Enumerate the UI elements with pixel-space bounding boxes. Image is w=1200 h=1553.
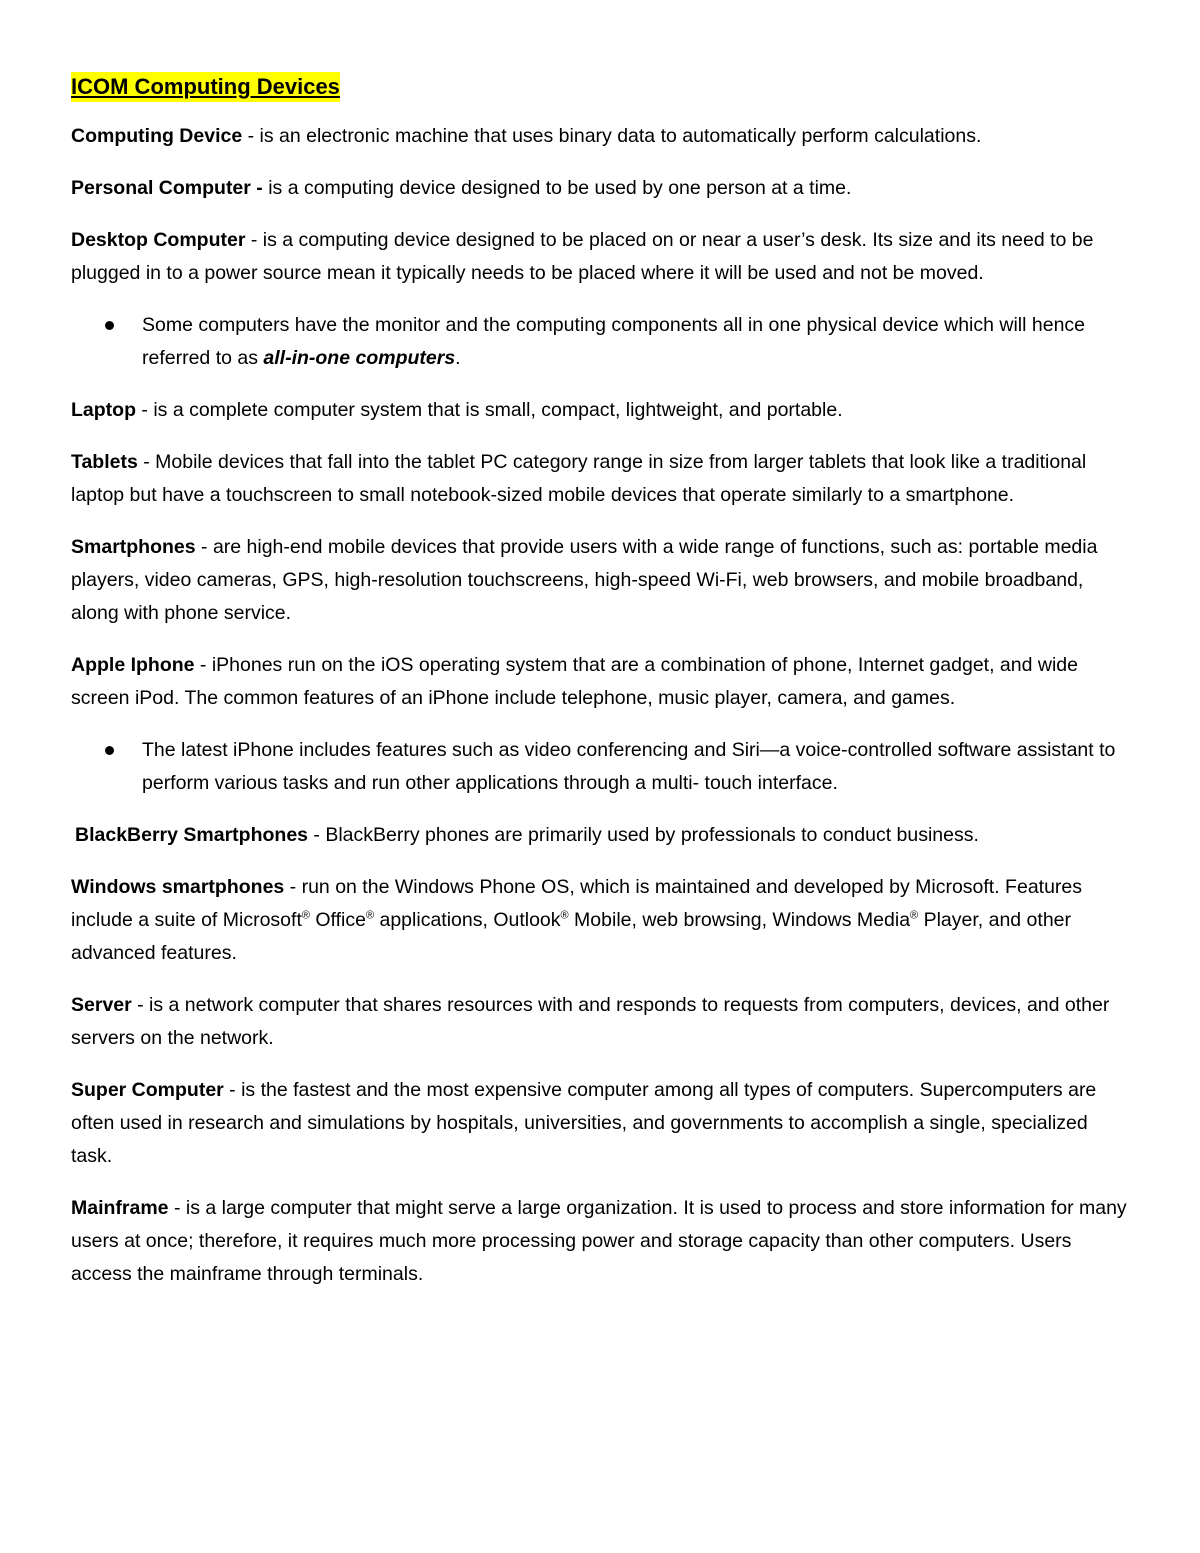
term-label: Computing Device bbox=[71, 125, 243, 147]
term-label: BlackBerry Smartphones bbox=[75, 824, 309, 846]
term-definition: - BlackBerry phones are primarily used by professionals to conduct business. bbox=[308, 824, 979, 846]
bullet-text: The latest iPhone includes features such as video conferencing and Siri—a voice-controlled software assistant to perform various tasks and run other applications through a multi- touch interface. bbox=[142, 739, 1116, 794]
entry-super-computer bbox=[71, 1074, 1133, 1173]
term-label: Super Computer bbox=[71, 1079, 224, 1101]
entry-smartphones bbox=[71, 531, 1133, 630]
document-title: ICOM Computing Devices bbox=[71, 72, 340, 102]
term-label: Desktop Computer bbox=[71, 229, 246, 251]
entry-desktop-computer bbox=[71, 224, 1133, 290]
term-label: Laptop bbox=[71, 399, 136, 421]
entry-laptop bbox=[71, 394, 1133, 427]
term-label: Personal Computer - bbox=[71, 177, 269, 199]
term-definition: - is a large computer that might serve a large organization. It is used to process and store information for many users at once; therefore, it requires much more processing power and storage capacity than other computers. Users access the mainframe through terminals. bbox=[71, 1197, 1127, 1285]
term-definition: - is an electronic machine that uses binary data to automatically perform calculations. bbox=[242, 125, 982, 147]
term-label: Tablets bbox=[71, 451, 138, 473]
term-definition: - is a complete computer system that is small, compact, lightweight, and portable. bbox=[135, 399, 843, 421]
entry-server bbox=[71, 989, 1133, 1055]
term-label: Server bbox=[71, 994, 132, 1016]
entry-tablets bbox=[71, 446, 1133, 512]
emphasized-term: all-in-one computers bbox=[263, 347, 456, 369]
bullet-icon bbox=[105, 321, 114, 330]
term-definition-part: applications, Outlook bbox=[374, 909, 561, 931]
entry-blackberry bbox=[71, 819, 1133, 852]
entry-personal-computer bbox=[71, 172, 1133, 205]
term-definition: - is a computing device designed to be placed on or near a user’s desk. Its size and its need to be plugged in to a power source mean it typically needs to be placed where it will be used and not be moved. bbox=[71, 229, 1094, 284]
iphone-bullet-list bbox=[71, 734, 1133, 800]
bullet-text-end: . bbox=[455, 347, 461, 369]
term-label: Smartphones bbox=[71, 536, 196, 558]
document-page bbox=[71, 72, 1133, 1310]
registered-mark: ® bbox=[301, 909, 310, 922]
term-label: Windows smartphones bbox=[71, 876, 285, 898]
term-definition: - Mobile devices that fall into the tablet PC category range in size from larger tablets that look like a traditional laptop but have a touchscreen to small notebook-sized mobile devices that operate similarly to a smartphone. bbox=[71, 451, 1087, 506]
registered-mark: ® bbox=[365, 909, 375, 922]
term-definition: - iPhones run on the iOS operating system that are a combination of phone, Internet gadget, and wide screen iPod. The common features of an iPhone include telephone, music player, camera, and games. bbox=[71, 654, 1078, 709]
entry-apple-iphone bbox=[71, 649, 1133, 715]
term-label: Mainframe bbox=[71, 1197, 169, 1219]
term-definition-part: Player, and other advanced features. bbox=[71, 909, 1072, 964]
registered-mark: ® bbox=[910, 909, 919, 922]
term-definition: is a computing device designed to be used by one person at a time. bbox=[268, 177, 852, 199]
term-definition: - are high-end mobile devices that provide users with a wide range of functions, such as: portable media players, video cameras, GPS, high-resolution touchscreens, high-speed Wi-Fi, web browsers, and mobile broadband, along with phone service. bbox=[71, 536, 1098, 624]
list-item bbox=[142, 734, 1133, 800]
term-definition: - is the fastest and the most expensive computer among all types of computers. Supercomputers are often used in research and simulations by hospitals, universities, and governments to accomplish a single, specialized task. bbox=[71, 1079, 1097, 1167]
desktop-bullet-list bbox=[71, 309, 1133, 375]
list-item bbox=[142, 309, 1133, 375]
bullet-icon bbox=[105, 746, 114, 755]
term-definition: - is a network computer that shares resources with and responds to requests from computers, devices, and other servers on the network. bbox=[71, 994, 1110, 1049]
term-definition: - run on the Windows Phone OS, which is maintained and developed by Microsoft. Features include a suite of Microsoft bbox=[71, 876, 1083, 931]
entry-computing-device bbox=[71, 120, 1133, 153]
term-definition-part: Office bbox=[309, 909, 366, 931]
entry-mainframe bbox=[71, 1192, 1133, 1291]
registered-mark: ® bbox=[560, 909, 569, 922]
entry-windows-smartphones bbox=[71, 871, 1133, 970]
term-definition-part: Mobile, web browsing, Windows Media bbox=[568, 909, 911, 931]
term-label: Apple Iphone bbox=[71, 654, 195, 676]
bullet-text: Some computers have the monitor and the computing components all in one physical device which will hence referred to as bbox=[142, 314, 1086, 369]
